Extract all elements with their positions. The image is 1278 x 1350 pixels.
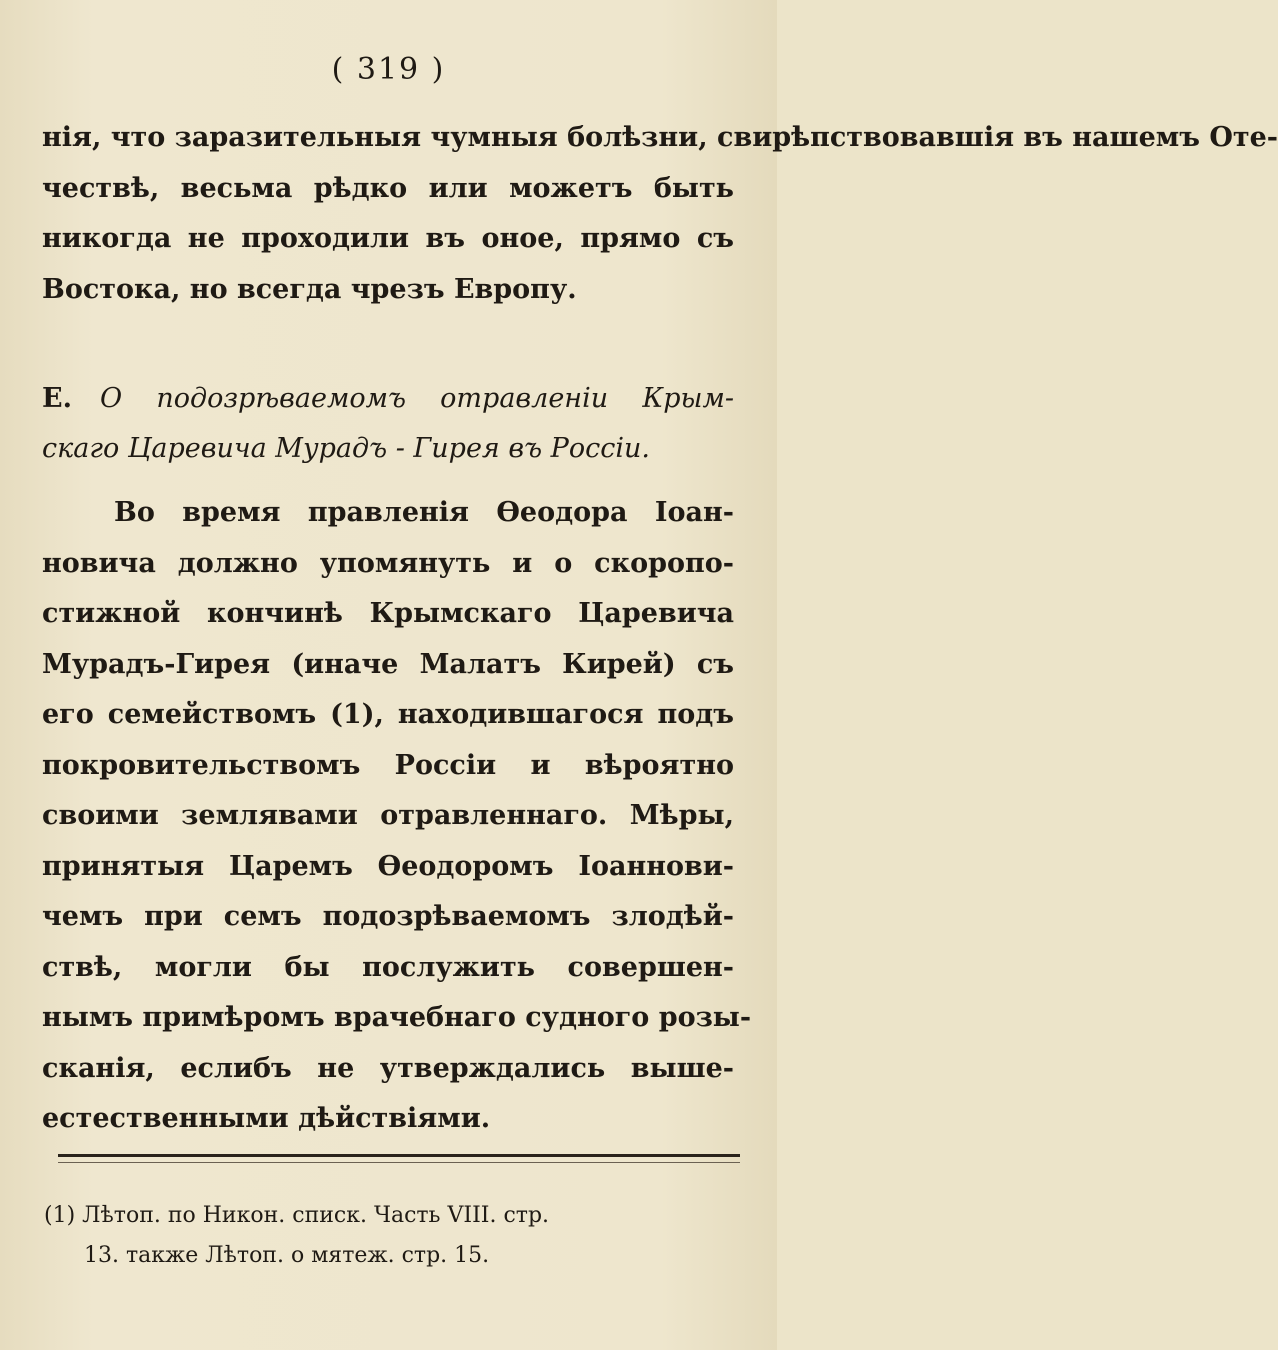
text-line: Востока, но всегда чрезъ Европу. bbox=[42, 273, 577, 305]
page-number: ( 319 ) bbox=[331, 52, 446, 87]
paragraph-main bbox=[42, 488, 752, 1145]
paragraph-continued bbox=[42, 113, 1278, 315]
text-line: стижной кончинѣ Крымскаго Царевича bbox=[42, 598, 734, 629]
text-line: ствѣ, могли бы послужить совершен- bbox=[42, 951, 734, 983]
text-line: принятыя Царемъ Ѳеодоромъ Іоаннови- bbox=[42, 850, 734, 882]
section-title-line2: скаго Царевича Мурадъ - Гирея въ Россіи. bbox=[42, 433, 650, 464]
text-line: Мурадъ-Гирея (иначе Малатъ Кирей) съ bbox=[42, 648, 734, 680]
text-line: покровительствомъ Россіи и вѣроятно bbox=[42, 749, 734, 781]
section-heading bbox=[42, 374, 734, 474]
footnote-divider-thin bbox=[58, 1162, 740, 1163]
text-line: своими землявами отравленнаго. Мѣры, bbox=[42, 800, 734, 831]
text-line: чемъ при семъ подозрѣваемомъ злодѣй- bbox=[42, 901, 734, 932]
section-title-line1: О подозрѣваемомъ отравленіи Крым- bbox=[99, 383, 734, 414]
text-line: естественными дѣйствіями. bbox=[42, 1103, 491, 1134]
text-line: Во время правленія Ѳеодора Іоан- bbox=[114, 497, 734, 528]
text-line: нымъ примѣромъ врачебнаго судного розы- bbox=[42, 1002, 752, 1033]
text-line: нія, что заразительныя чумныя болѣзни, свирѣпствовавшія въ нашемъ Оте- bbox=[42, 122, 1278, 153]
footnote-line: 13. также Лѣтоп. о мятеж. стр. 15. bbox=[84, 1243, 490, 1268]
text-line: новича должно упомянуть и о скоропо- bbox=[42, 547, 734, 579]
footnote bbox=[44, 1196, 744, 1276]
text-line: сканія, еслибъ не утверждались выше- bbox=[42, 1052, 734, 1084]
text-line: никогда не проходили въ оное, прямо съ bbox=[42, 223, 734, 254]
footnote-line: (1) Лѣтоп. по Никон. списк. Часть VIII. стр. bbox=[44, 1203, 550, 1228]
footnote-divider bbox=[58, 1154, 740, 1157]
text-line: его семействомъ (1), находившагося подъ bbox=[42, 699, 734, 730]
section-letter: Е. bbox=[42, 383, 72, 414]
text-line: чествѣ, весьма рѣдко или можетъ быть bbox=[42, 172, 734, 204]
